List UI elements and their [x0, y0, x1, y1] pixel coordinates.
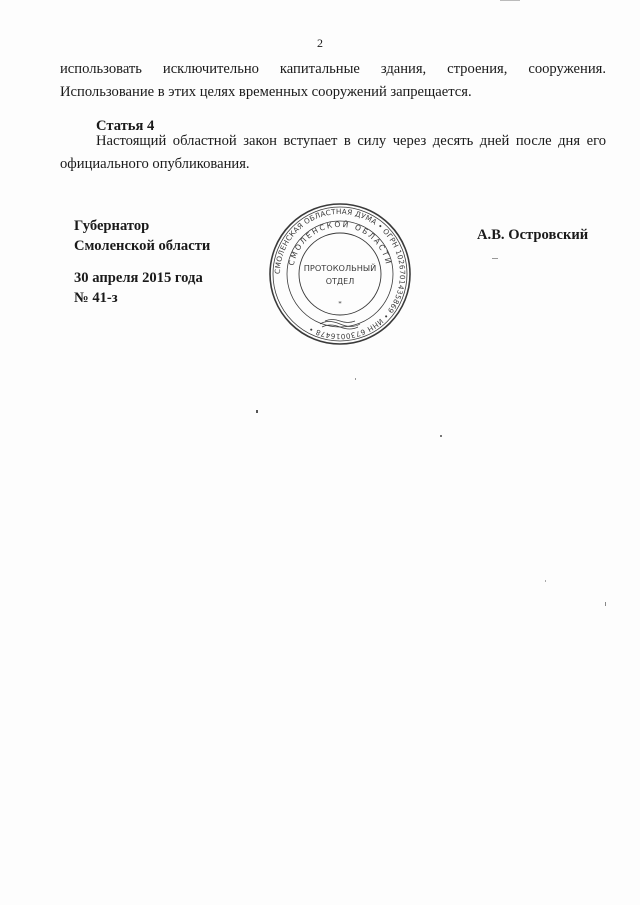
position-line: Губернатор: [74, 218, 150, 234]
scan-speck: [492, 258, 498, 259]
scan-speck: [355, 378, 356, 380]
scan-speck: [256, 410, 258, 413]
article-title: Статья 4: [96, 118, 155, 134]
svg-text:*: *: [338, 300, 342, 308]
signatory-position: [74, 216, 210, 256]
document-date-block: [74, 268, 203, 308]
seal-center-line2: ОТДЕЛ: [325, 277, 355, 286]
page-number: 2: [317, 36, 323, 50]
document-number: № 41-з: [74, 290, 118, 306]
official-seal-stamp: [268, 202, 412, 346]
seal-center-line1: ПРОТОКОЛЬНЫЙ: [303, 263, 377, 273]
seal-outer-text: СМОЛЕНСКАЯ ОБЛАСТНАЯ ДУМА • ОГРН 1026701435869 • ИНН 6730016478 •: [272, 206, 408, 342]
document-date: 30 апреля 2015 года: [74, 270, 203, 286]
paragraph-line: Настоящий областной закон вступает в силу через десять дней после дня его: [96, 133, 606, 149]
scan-speck: [500, 0, 520, 1]
paragraph-line: Использование в этих целях временных сооружений запрещается.: [60, 84, 472, 100]
paragraph-line: официального опубликования.: [60, 156, 250, 172]
paragraph-line: использовать исключительно капитальные здания, строения, сооружения.: [60, 61, 606, 77]
signatory-name: А.В. Островский: [477, 227, 589, 243]
scan-speck: [545, 580, 546, 582]
scan-speck: [605, 602, 606, 606]
position-line: Смоленской области: [74, 238, 211, 254]
seal-inner-text: СМОЛЕНСКОЙ ОБЛАСТИ: [286, 219, 394, 267]
article-body: [60, 130, 606, 176]
scan-speck: [440, 435, 442, 437]
paragraph-continuation: [60, 58, 606, 104]
